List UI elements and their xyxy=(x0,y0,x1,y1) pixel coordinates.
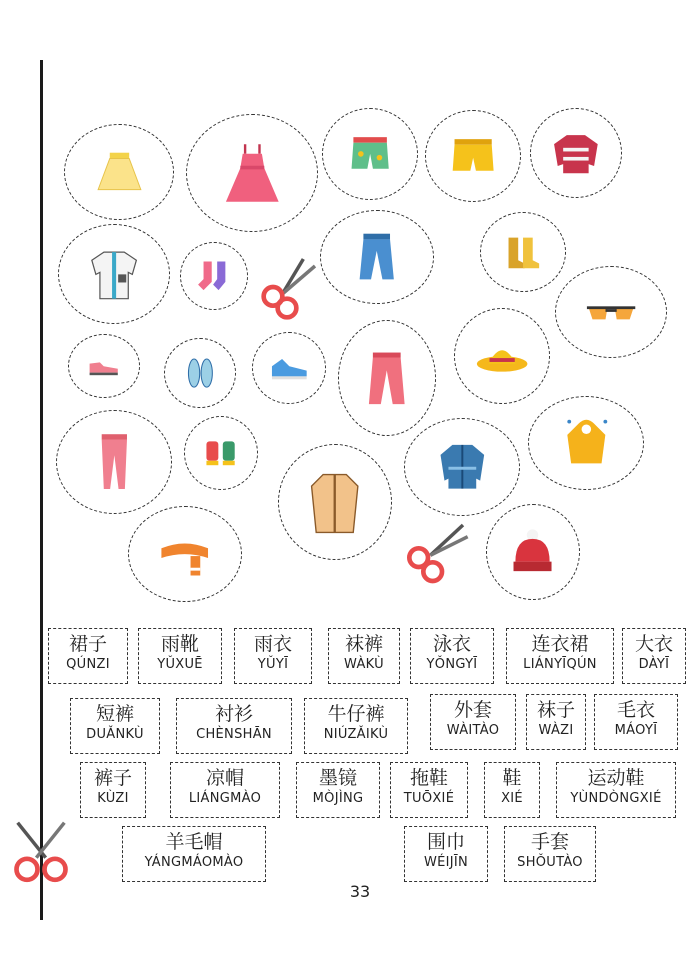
card-pinyin: YǑNGYĪ xyxy=(426,657,478,672)
word-card[interactable] xyxy=(430,694,516,750)
card-hanzi: 衬衫 xyxy=(214,703,253,725)
sun-hat-icon[interactable] xyxy=(454,308,550,404)
card-pinyin: CHÈNSHĀN xyxy=(196,727,272,742)
card-pinyin: SHǑUTÀO xyxy=(517,855,583,870)
shoe-icon[interactable] xyxy=(68,334,140,398)
card-hanzi: 袜子 xyxy=(536,699,575,721)
card-hanzi: 运动鞋 xyxy=(587,767,645,789)
card-pinyin: YÁNGMÁOMÀO xyxy=(144,855,244,870)
wool-hat-icon[interactable] xyxy=(486,504,580,600)
card-pinyin: MÒJÌNG xyxy=(312,791,364,806)
card-hanzi: 毛衣 xyxy=(616,699,655,721)
sneaker-icon[interactable] xyxy=(252,332,326,404)
coat-icon[interactable] xyxy=(278,444,392,560)
card-hanzi: 短裤 xyxy=(95,703,134,725)
card-hanzi: 连衣裙 xyxy=(531,633,589,655)
dress-icon[interactable] xyxy=(186,114,318,232)
page-number: 33 xyxy=(349,882,371,901)
card-hanzi: 裙子 xyxy=(68,633,107,655)
card-pinyin: WÀITÀO xyxy=(446,723,500,738)
word-card[interactable] xyxy=(170,762,280,818)
card-hanzi: 袜裤 xyxy=(344,633,383,655)
skirt-icon[interactable] xyxy=(64,124,174,220)
scissors-icon xyxy=(400,518,470,588)
word-card[interactable] xyxy=(504,826,596,882)
socks-icon[interactable] xyxy=(180,242,248,310)
word-card[interactable] xyxy=(404,826,488,882)
shorts-icon[interactable] xyxy=(425,110,521,202)
card-pinyin: WÉIJĪN xyxy=(423,855,469,870)
word-card[interactable] xyxy=(390,762,468,818)
scarf-icon[interactable] xyxy=(128,506,242,602)
word-card[interactable] xyxy=(176,698,292,754)
card-pinyin: YǓXUĒ xyxy=(157,657,203,672)
card-hanzi: 大衣 xyxy=(634,633,673,655)
shirt-icon[interactable] xyxy=(58,224,170,324)
card-hanzi: 羊毛帽 xyxy=(165,831,223,853)
card-pinyin: KÙZI xyxy=(97,791,129,806)
card-pinyin: WÀKÙ xyxy=(344,657,384,672)
word-card[interactable] xyxy=(234,628,312,684)
card-hanzi: 雨靴 xyxy=(160,633,199,655)
card-pinyin: MÁOYĪ xyxy=(614,723,658,738)
card-hanzi: 雨衣 xyxy=(253,633,292,655)
pants-icon[interactable] xyxy=(338,320,436,436)
word-card[interactable] xyxy=(70,698,160,754)
card-hanzi: 裤子 xyxy=(93,767,132,789)
scissors-icon xyxy=(252,252,322,322)
scissors-icon xyxy=(6,818,76,888)
card-pinyin: QÚNZI xyxy=(66,657,110,672)
card-hanzi: 凉帽 xyxy=(205,767,244,789)
word-card[interactable] xyxy=(138,628,222,684)
card-hanzi: 拖鞋 xyxy=(409,767,448,789)
word-card[interactable] xyxy=(594,694,678,750)
card-hanzi: 围巾 xyxy=(426,831,465,853)
raincoat-icon[interactable] xyxy=(528,396,644,490)
gloves-icon[interactable] xyxy=(184,416,258,490)
card-hanzi: 墨镜 xyxy=(318,767,357,789)
word-card[interactable] xyxy=(296,762,380,818)
word-card[interactable] xyxy=(526,694,586,750)
word-card[interactable] xyxy=(80,762,146,818)
word-card[interactable] xyxy=(622,628,686,684)
card-pinyin: YǓYĪ xyxy=(257,657,289,672)
jeans-icon[interactable] xyxy=(320,210,434,304)
card-pinyin: WÀZI xyxy=(538,723,574,738)
card-pinyin: NIÚZǍIKÙ xyxy=(323,727,389,742)
card-hanzi: 泳衣 xyxy=(432,633,471,655)
jacket-icon[interactable] xyxy=(404,418,520,516)
card-pinyin: DUǍNKÙ xyxy=(86,727,144,742)
card-hanzi: 手套 xyxy=(530,831,569,853)
card-pinyin: XIÉ xyxy=(501,791,523,806)
word-card[interactable] xyxy=(506,628,614,684)
sunglasses-icon[interactable] xyxy=(555,266,667,358)
word-card[interactable] xyxy=(556,762,676,818)
flip-flops-icon[interactable] xyxy=(164,338,236,408)
card-hanzi: 鞋 xyxy=(502,767,522,789)
card-pinyin: LIÁNYĪQÚN xyxy=(523,657,597,672)
swim-trunks-icon[interactable] xyxy=(322,108,418,200)
word-card[interactable] xyxy=(328,628,400,684)
sweater-icon[interactable] xyxy=(530,108,622,198)
card-pinyin: DÀYĪ xyxy=(638,657,670,672)
word-card[interactable] xyxy=(410,628,494,684)
card-pinyin: TUŌXIÉ xyxy=(403,791,455,806)
card-hanzi: 外套 xyxy=(453,699,492,721)
card-pinyin: LIÁNGMÀO xyxy=(188,791,262,806)
word-card[interactable] xyxy=(122,826,266,882)
word-card[interactable] xyxy=(304,698,408,754)
card-hanzi: 牛仔裤 xyxy=(327,703,385,725)
margin-line xyxy=(40,60,43,920)
word-card[interactable] xyxy=(484,762,540,818)
tights-icon[interactable] xyxy=(56,410,172,514)
rain-boots-icon[interactable] xyxy=(480,212,566,292)
card-pinyin: YÙNDÒNGXIÉ xyxy=(570,791,662,806)
word-card[interactable] xyxy=(48,628,128,684)
